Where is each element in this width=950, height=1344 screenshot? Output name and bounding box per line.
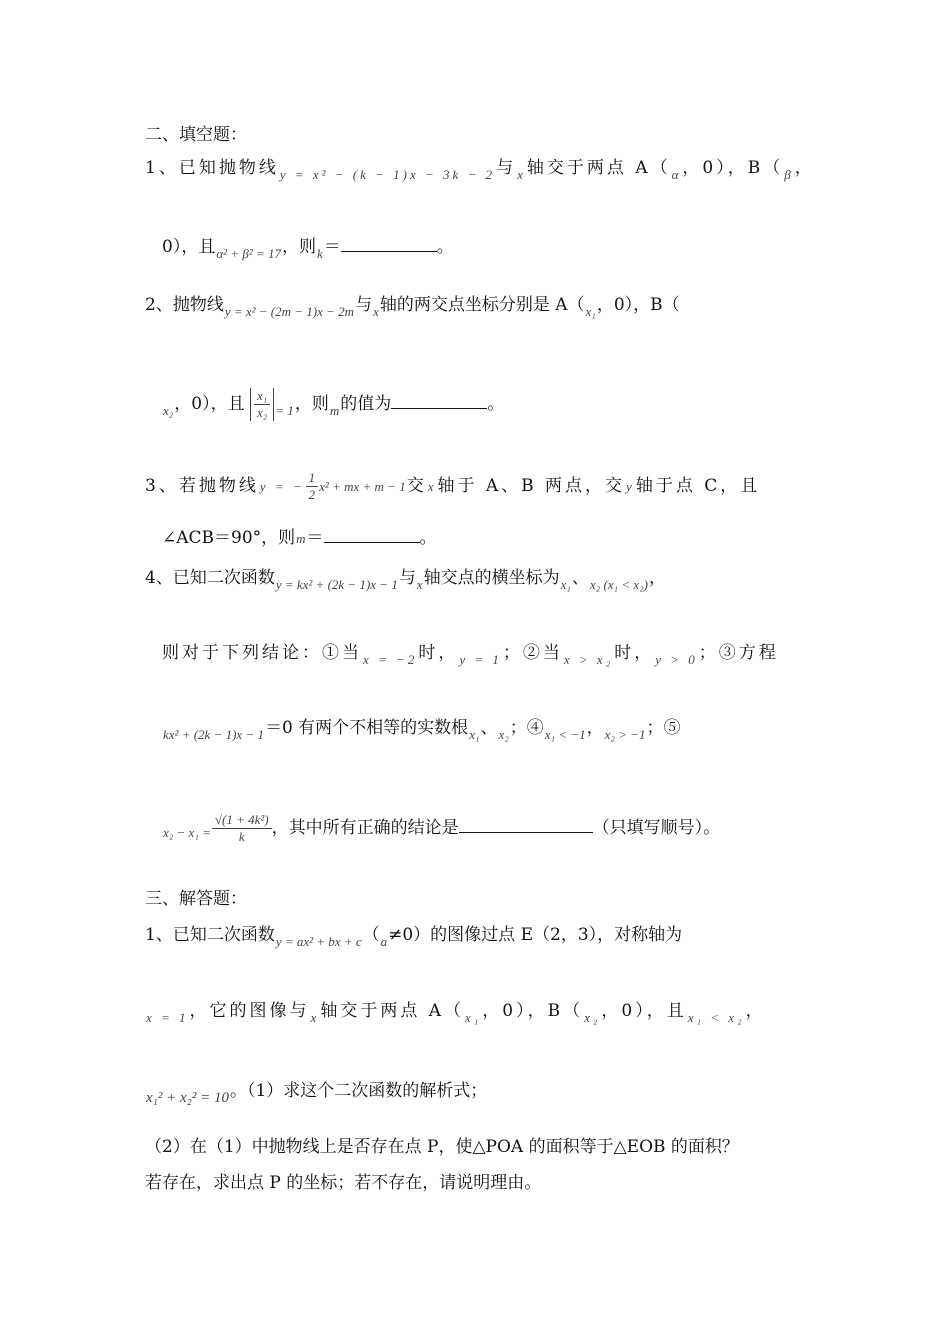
text: ，则 bbox=[281, 237, 316, 257]
text: 、 bbox=[571, 568, 589, 588]
var-k: k bbox=[316, 246, 323, 261]
numerator: √(1 + 4k²) bbox=[212, 812, 272, 829]
equation-part: x² + mx + m − 1 bbox=[319, 479, 406, 494]
question-3-line-2 bbox=[162, 523, 437, 548]
equation: y = kx² + (2k − 1)x − 1 bbox=[275, 577, 398, 592]
question-4-line-1 bbox=[145, 563, 666, 592]
var-y: y bbox=[626, 479, 635, 494]
text: 轴于点 C，且 bbox=[635, 476, 761, 496]
var-a: a bbox=[380, 934, 388, 949]
text: 轴交于两点 A（ bbox=[526, 158, 671, 178]
var-x1: x₁ bbox=[560, 577, 571, 592]
var-x: x bbox=[373, 304, 379, 319]
text: ，0），B（ bbox=[682, 158, 784, 178]
text: （只填写顺号）。 bbox=[592, 818, 721, 838]
denominator: 2 bbox=[308, 487, 316, 502]
text: ， bbox=[745, 1001, 766, 1021]
answer-blank[interactable] bbox=[459, 831, 593, 833]
denominator: k bbox=[238, 829, 245, 844]
text: （ bbox=[362, 925, 380, 945]
text: 1、已知抛物线 bbox=[145, 158, 279, 178]
question-4-line-3 bbox=[162, 713, 681, 742]
text: ，0），B（ bbox=[482, 1001, 584, 1021]
equation: y = ax² + bx + c bbox=[275, 934, 362, 949]
text: ＝ bbox=[306, 528, 324, 548]
text: ；⑤ bbox=[646, 718, 681, 738]
var-m: m bbox=[296, 531, 306, 546]
fraction bbox=[254, 388, 270, 421]
text: 1、已知二次函数 bbox=[145, 925, 275, 945]
math: x = 1 bbox=[146, 1010, 189, 1025]
var-x: x bbox=[427, 479, 437, 494]
fraction-half bbox=[306, 470, 319, 503]
math: y = 1 bbox=[459, 652, 502, 667]
math: x₂ − x₁ = bbox=[163, 825, 211, 840]
answer-blank[interactable] bbox=[324, 541, 420, 543]
question-1-line-2 bbox=[162, 232, 454, 261]
answer-blank[interactable] bbox=[391, 407, 487, 409]
text: ；④ bbox=[509, 718, 544, 738]
text: ＝0 有两个不相等的实数根 bbox=[264, 718, 469, 738]
text: 轴的两交点坐标分别是 A（ bbox=[379, 295, 585, 315]
text: ， bbox=[586, 718, 604, 738]
var-x1: x₁ bbox=[465, 1010, 482, 1025]
math: y > 0 bbox=[655, 652, 698, 667]
question-4-line-2 bbox=[162, 638, 779, 667]
text: 与 bbox=[355, 295, 373, 315]
section-title-fill: 二、填空题： bbox=[145, 125, 247, 145]
text: ，则 bbox=[294, 394, 329, 414]
text: 4、已知二次函数 bbox=[145, 568, 275, 588]
text: ，0），且 bbox=[174, 394, 245, 414]
text: 。（1）求这个二次函数的解析式； bbox=[229, 1081, 488, 1101]
var-x: x bbox=[416, 577, 423, 592]
text: ， bbox=[648, 568, 666, 588]
text: 与 bbox=[398, 568, 416, 588]
abs-value bbox=[250, 388, 274, 421]
text: 的值为 bbox=[340, 394, 392, 414]
equals-one: = 1 bbox=[275, 403, 294, 418]
text: ；③方程 bbox=[698, 643, 779, 663]
question-5-line-5: 若存在，求出点 P 的坐标；若不存在，请说明理由。 bbox=[145, 1173, 542, 1193]
text: ，0），B（ bbox=[596, 295, 680, 315]
var-x2: x₂ (x₁ < x₂) bbox=[589, 577, 648, 592]
question-3-line-1 bbox=[145, 470, 760, 503]
var-m: m bbox=[329, 403, 340, 418]
fraction-root bbox=[212, 812, 272, 845]
section-title-answer: 三、解答题： bbox=[145, 889, 247, 909]
condition: α² + β² = 17 bbox=[216, 246, 281, 261]
var-x1: x₁ bbox=[585, 304, 596, 319]
equation: x₁² + x₂² = 10 bbox=[146, 1090, 229, 1106]
var-alpha: α bbox=[671, 167, 682, 182]
text: 3、若抛物线 bbox=[145, 476, 259, 496]
equation: kx² + (2k − 1)x − 1 bbox=[163, 727, 264, 742]
equation: y = x² − (k − 1)x − 3k − 2 bbox=[279, 167, 496, 182]
text: 轴交点的横坐标为 bbox=[423, 568, 560, 588]
var-x1: x₁ bbox=[469, 727, 480, 742]
var-x2: x₂ bbox=[163, 403, 174, 418]
text: ，它的图像与 bbox=[189, 1001, 310, 1021]
text: 2、抛物线 bbox=[145, 295, 224, 315]
math: x = −2 bbox=[363, 652, 418, 667]
text: ∠ACB＝90°，则 bbox=[162, 528, 296, 548]
text: 轴于 A、B 两点，交 bbox=[437, 476, 626, 496]
question-5-line-4: （2）在（1）中抛物线上是否存在点 P，使△POA 的面积等于△EOB 的面积？ bbox=[145, 1137, 739, 1157]
math: x₂ > −1 bbox=[604, 727, 646, 742]
text: ，其中所有正确的结论是 bbox=[271, 818, 459, 838]
text: ≠0）的图像过点 E（2，3），对称轴为 bbox=[388, 925, 683, 945]
text: ＝ bbox=[323, 237, 341, 257]
text: 时， bbox=[418, 643, 459, 663]
equation-part: y = − bbox=[259, 479, 305, 494]
numerator: x₁ bbox=[254, 388, 270, 405]
text: ， bbox=[794, 158, 815, 178]
math: x > x₂ bbox=[563, 652, 614, 667]
question-4-line-4 bbox=[162, 812, 720, 845]
question-1-line-1 bbox=[145, 153, 815, 182]
text: 轴交于两点 A（ bbox=[320, 1001, 465, 1021]
math: x₁ < x₂ bbox=[687, 1010, 745, 1025]
var-x: x bbox=[517, 167, 526, 182]
question-2-line-1 bbox=[145, 290, 680, 319]
equation: y = x² − (2m − 1)x − 2m bbox=[224, 304, 355, 319]
var-beta: β bbox=[784, 167, 794, 182]
math: x₁ < −1 bbox=[544, 727, 586, 742]
text: 与 bbox=[496, 158, 517, 178]
var-x2: x₂ bbox=[584, 1010, 601, 1025]
text: 交 bbox=[406, 476, 427, 496]
text: 时， bbox=[614, 643, 655, 663]
answer-blank[interactable] bbox=[341, 250, 437, 252]
numerator: 1 bbox=[306, 470, 319, 487]
text: 0），且 bbox=[162, 237, 216, 257]
question-5-line-1 bbox=[145, 920, 683, 949]
var-x2: x₂ bbox=[498, 727, 509, 742]
text: 。 bbox=[419, 528, 437, 548]
text: ；②当 bbox=[502, 643, 563, 663]
denominator: x₂ bbox=[257, 405, 268, 420]
var-x: x bbox=[310, 1010, 320, 1025]
text: 则对于下列结论：①当 bbox=[162, 643, 362, 663]
question-2-line-2 bbox=[162, 388, 504, 421]
text: 。 bbox=[436, 237, 454, 257]
text: ，0），且 bbox=[601, 1001, 687, 1021]
question-5-line-3 bbox=[145, 1076, 488, 1106]
text: 、 bbox=[480, 718, 498, 738]
text: 。 bbox=[487, 394, 505, 414]
question-5-line-2 bbox=[145, 996, 766, 1025]
